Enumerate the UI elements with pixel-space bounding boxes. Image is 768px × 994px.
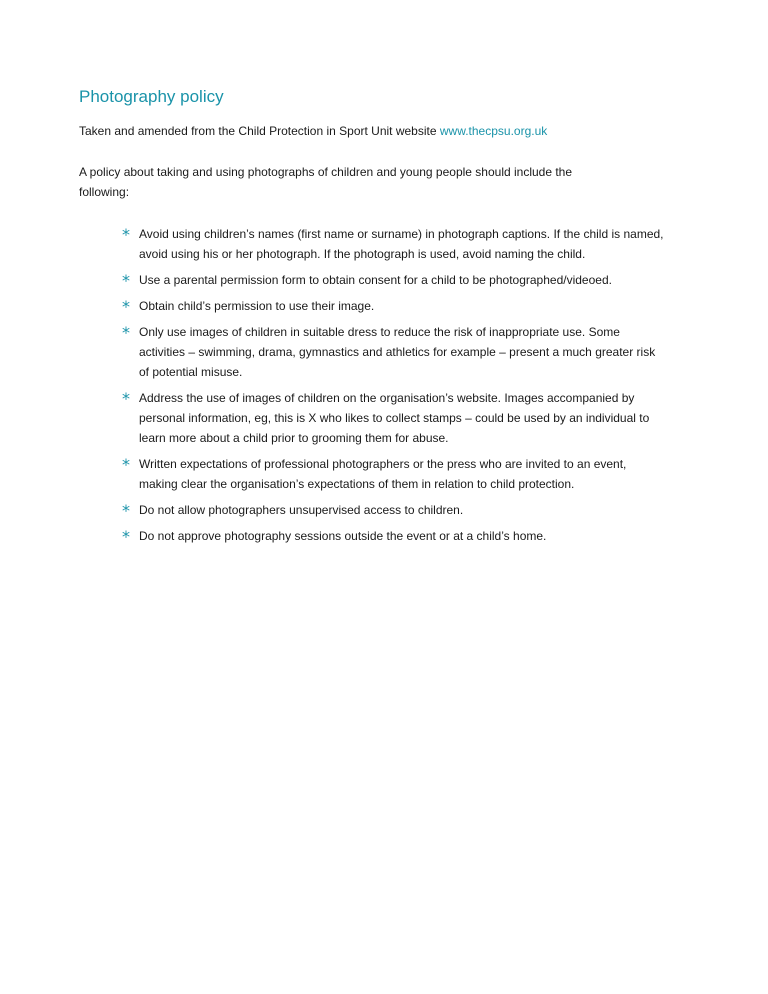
source-line [79,123,547,139]
source-link[interactable]: www.thecpsu.org.uk [439,124,548,138]
policy-list [122,224,667,552]
page-title: Photography policy [79,87,224,106]
list-item [122,296,667,316]
intro-paragraph: A policy about taking and using photographs of children and young people should include the following: [79,165,573,199]
asterisk-icon: * [122,225,130,244]
list-item [122,500,667,520]
list-item-text: Obtain child’s permission to use their image. [139,299,375,313]
asterisk-icon: * [122,527,130,546]
list-item-text: Avoid using children’s names (first name or surname) in photograph captions. If the child is named, avoid using his or her photograph. If the photograph is used, avoid naming the child. [139,227,664,261]
list-item [122,388,667,448]
asterisk-icon: * [122,389,130,408]
asterisk-icon: * [122,323,130,342]
list-item-text: Only use images of children in suitable dress to reduce the risk of inappropriate use. Some activities – swimming, drama, gymnastics and athletics for example – present a much greater risk of potential misuse. [139,325,656,379]
list-item [122,454,667,494]
list-item [122,526,667,546]
asterisk-icon: * [122,271,130,290]
list-item-text: Do not allow photographers unsupervised access to children. [139,503,464,517]
list-item-text: Do not approve photography sessions outside the event or at a child’s home. [139,529,547,543]
list-item-text: Written expectations of professional photographers or the press who are invited to an event, making clear the organisation’s expectations of them in relation to child protection. [139,457,627,491]
asterisk-icon: * [122,501,130,520]
list-item-text: Address the use of images of children on the organisation’s website. Images accompanied by personal information, eg, this is X who likes to collect stamps – could be used by an individual to learn more about a child prior to grooming them for abuse. [139,391,650,445]
asterisk-icon: * [122,297,130,316]
source-text: Taken and amended from the Child Protection in Sport Unit website [79,124,440,138]
list-item [122,270,667,290]
asterisk-icon: * [122,455,130,474]
list-item-text: Use a parental permission form to obtain consent for a child to be photographed/videoed. [139,273,612,287]
list-item [122,322,667,382]
list-item [122,224,667,264]
